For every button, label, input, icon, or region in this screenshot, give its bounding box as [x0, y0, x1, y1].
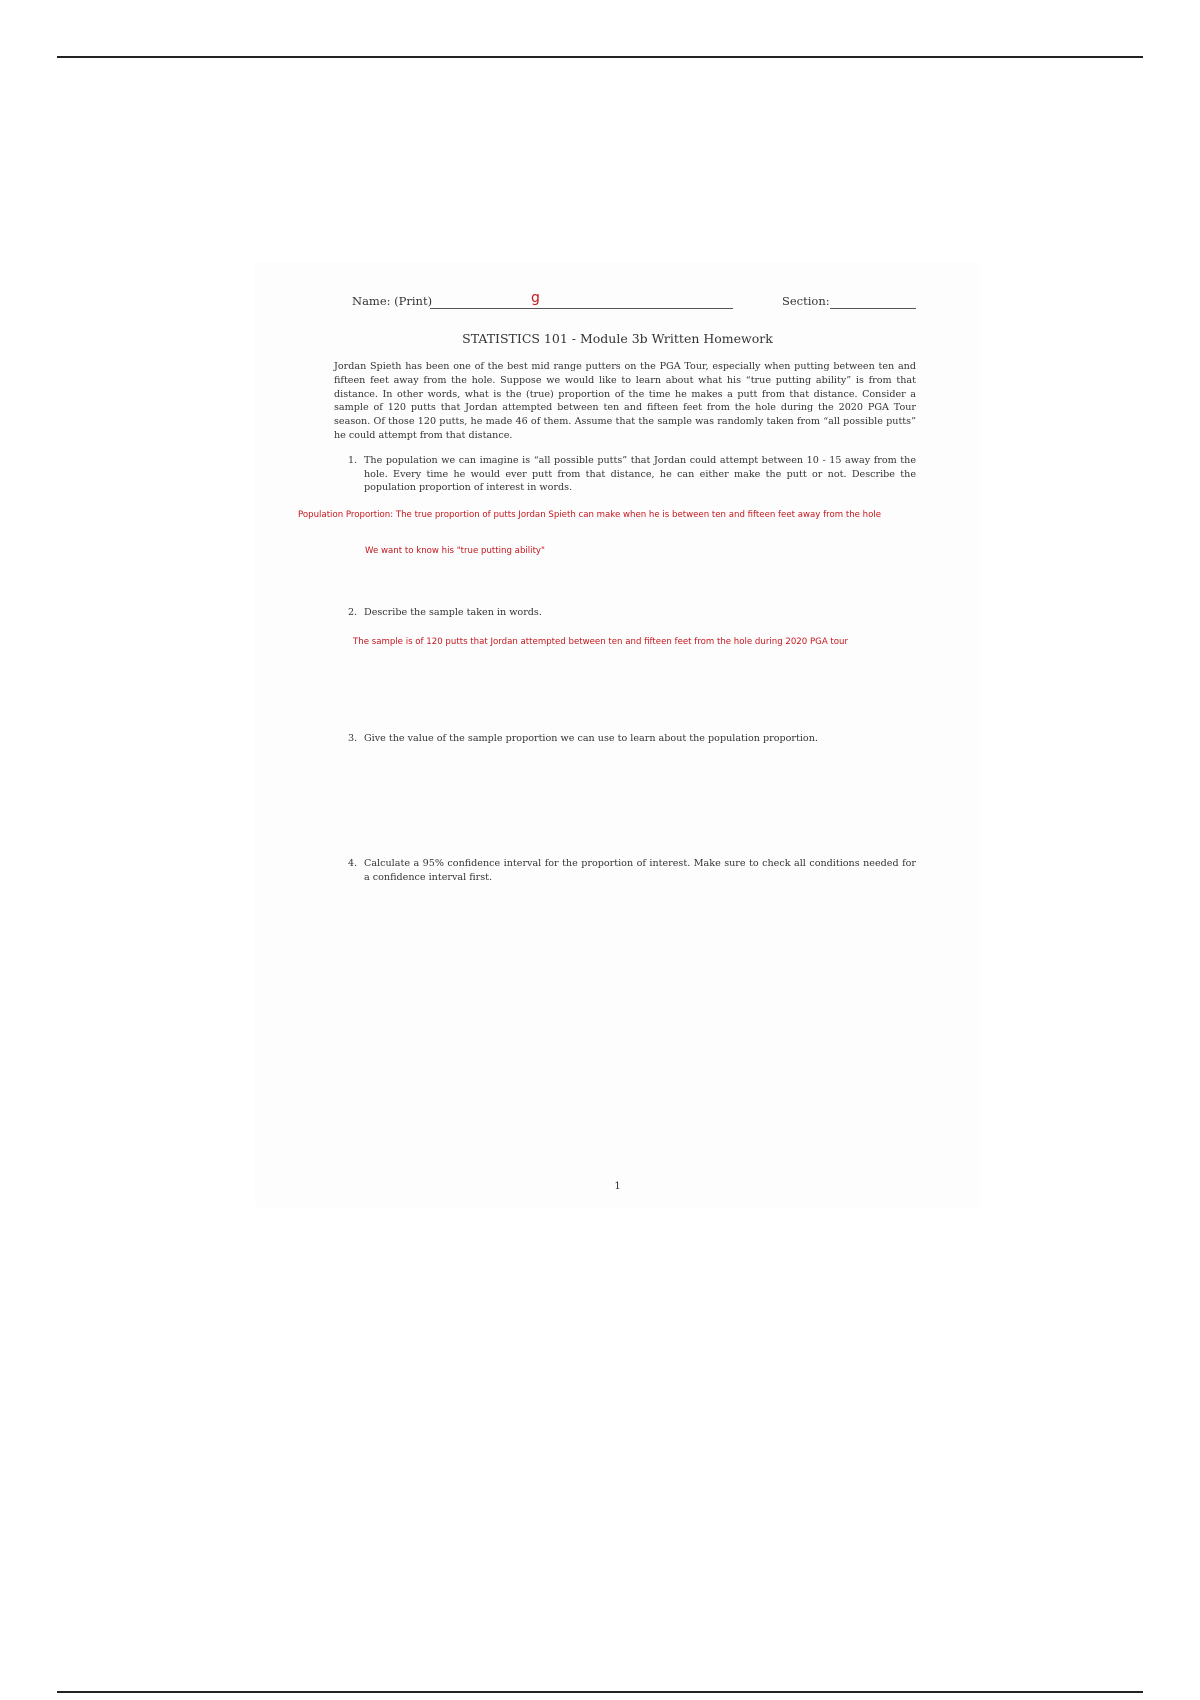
name-label: Name: (Print) [352, 294, 433, 308]
question-4 [348, 857, 916, 884]
question-text: The population we can imagine is “all possible putts” that Jordan could attempt between 10 - 15 away from the hole. Every time he would ever putt from that distance, he can either make the putt or not. Describe the population proportion of interest in words. [364, 455, 916, 494]
answer-sample: The sample is of 120 putts that Jordan attempted between ten and fifteen feet from the hole during 2020 PGA tour [353, 637, 849, 647]
question-3 [348, 732, 916, 746]
question-text: Calculate a 95% confidence interval for the proportion of interest. Make sure to check all conditions needed for a confidence interval first. [364, 858, 916, 883]
question-text: Give the value of the sample proportion we can use to learn about the population proportion. [364, 733, 818, 744]
question-number: 4. [348, 858, 358, 869]
answer-population-note: We want to know his "true putting ability" [365, 546, 545, 556]
question-number: 1. [348, 455, 358, 466]
section-field-line [830, 308, 916, 309]
page-number: 1 [614, 1181, 621, 1192]
question-text: Describe the sample taken in words. [364, 607, 542, 618]
intro-paragraph: Jordan Spieth has been one of the best mid range putters on the PGA Tour, especially when putting between ten and fifteen feet away from the hole. Suppose we would like to learn about what his “true putting ability” is from that distance. In other words, what is the (true) proportion of the time he makes a putt from that distance. Consider a sample of 120 putts that Jordan attempted between ten and fifteen feet from the hole during the 2020 PGA Tour season. Of those 120 putts, he made 46 of them. Assume that the sample was randomly taken from “all possible putts” he could attempt from that distance. [334, 361, 916, 441]
answer-population-proportion: Population Proportion: The true proportion of putts Jordan Spieth can make when he is between ten and fifteen feet away from the hole [298, 510, 882, 520]
name-field-line [430, 308, 733, 309]
name-handwritten-value: g [531, 290, 540, 306]
bottom-rule [57, 1691, 1143, 1693]
document-title: STATISTICS 101 - Module 3b Written Homework [462, 331, 773, 346]
top-rule [57, 56, 1143, 58]
question-number: 3. [348, 733, 358, 744]
section-label: Section: [782, 294, 830, 308]
question-1 [348, 454, 916, 495]
question-number: 2. [348, 607, 358, 618]
question-2 [348, 606, 916, 620]
